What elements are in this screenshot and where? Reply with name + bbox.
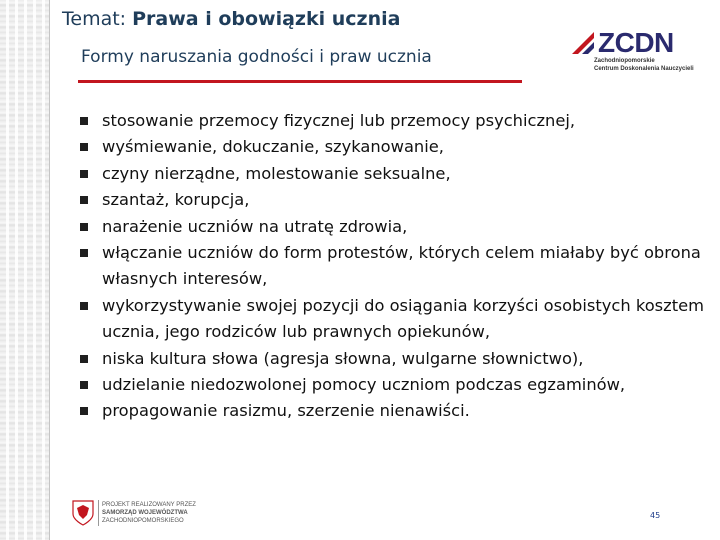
logo-brand: ZCDN [598, 27, 674, 58]
list-item [80, 108, 704, 134]
square-bullet-icon [80, 381, 88, 389]
list-item [80, 161, 704, 187]
logo-line1: Zachodniopomorskie [594, 58, 655, 64]
footer-line3: ZACHODNIOPOMORSKIEGO [102, 518, 184, 524]
square-bullet-icon [80, 407, 88, 415]
voivodeship-emblem-icon [72, 500, 94, 526]
list-item-text: wyśmiewanie, dokuczanie, szykanowanie, [102, 137, 444, 157]
page-number: 45 [650, 511, 661, 520]
square-bullet-icon [80, 170, 88, 178]
list-item [80, 398, 704, 424]
square-bullet-icon [80, 196, 88, 204]
title-main: Prawa i obowiązki ucznia [132, 8, 401, 30]
subtitle-underline [78, 80, 522, 83]
footer-sponsor-logo [72, 498, 202, 532]
footer-divider [98, 500, 99, 526]
zcdn-logo-mark-icon [572, 32, 594, 54]
list-item-text: narażenie uczniów na utratę zdrowia, [102, 216, 408, 236]
square-bullet-icon [80, 249, 88, 257]
slide-title [62, 8, 400, 30]
bullet-list [80, 108, 704, 425]
slide-subtitle: Formy naruszania godności i praw ucznia [81, 47, 432, 67]
square-bullet-icon [80, 223, 88, 231]
list-item-text: propagowanie rasizmu, szerzenie nienawiści. [102, 401, 470, 421]
list-item [80, 293, 704, 346]
zcdn-logo [572, 27, 694, 74]
list-item [80, 372, 704, 398]
list-item-text: udzielanie niedozwolonej pomocy uczniom podczas egzaminów, [102, 375, 626, 395]
list-item-text: włączanie uczniów do form protestów, których celem miałaby być obrona własnych interesów, [102, 243, 701, 289]
logo-line2: Centrum Doskonalenia Nauczycieli [594, 66, 694, 72]
list-item [80, 346, 704, 372]
square-bullet-icon [80, 143, 88, 151]
list-item [80, 240, 704, 293]
footer-line1: PROJEKT REALIZOWANY PRZEZ [102, 502, 196, 508]
list-item-text: wykorzystywanie swojej pozycji do osiągania korzyści osobistych kosztem ucznia, jego rodziców lub prawnych opiekunów, [102, 295, 704, 342]
list-item-text: niska kultura słowa (agresja słowna, wulgarne słownictwo), [102, 348, 584, 368]
square-bullet-icon [80, 117, 88, 125]
list-item [80, 134, 704, 160]
list-item-text: stosowanie przemocy fizycznej lub przemocy psychicznej, [102, 111, 576, 130]
square-bullet-icon [80, 355, 88, 363]
list-item-text: szantaż, korupcja, [102, 190, 250, 210]
title-prefix: Temat: [62, 8, 133, 30]
decorative-text-strip [0, 0, 50, 540]
footer-line2: SAMORZĄD WOJEWÓDZTWA [102, 510, 188, 516]
list-item [80, 214, 704, 240]
list-item-text: czyny nierządne, molestowanie seksualne, [102, 163, 451, 183]
list-item [80, 187, 704, 213]
square-bullet-icon [80, 302, 88, 310]
